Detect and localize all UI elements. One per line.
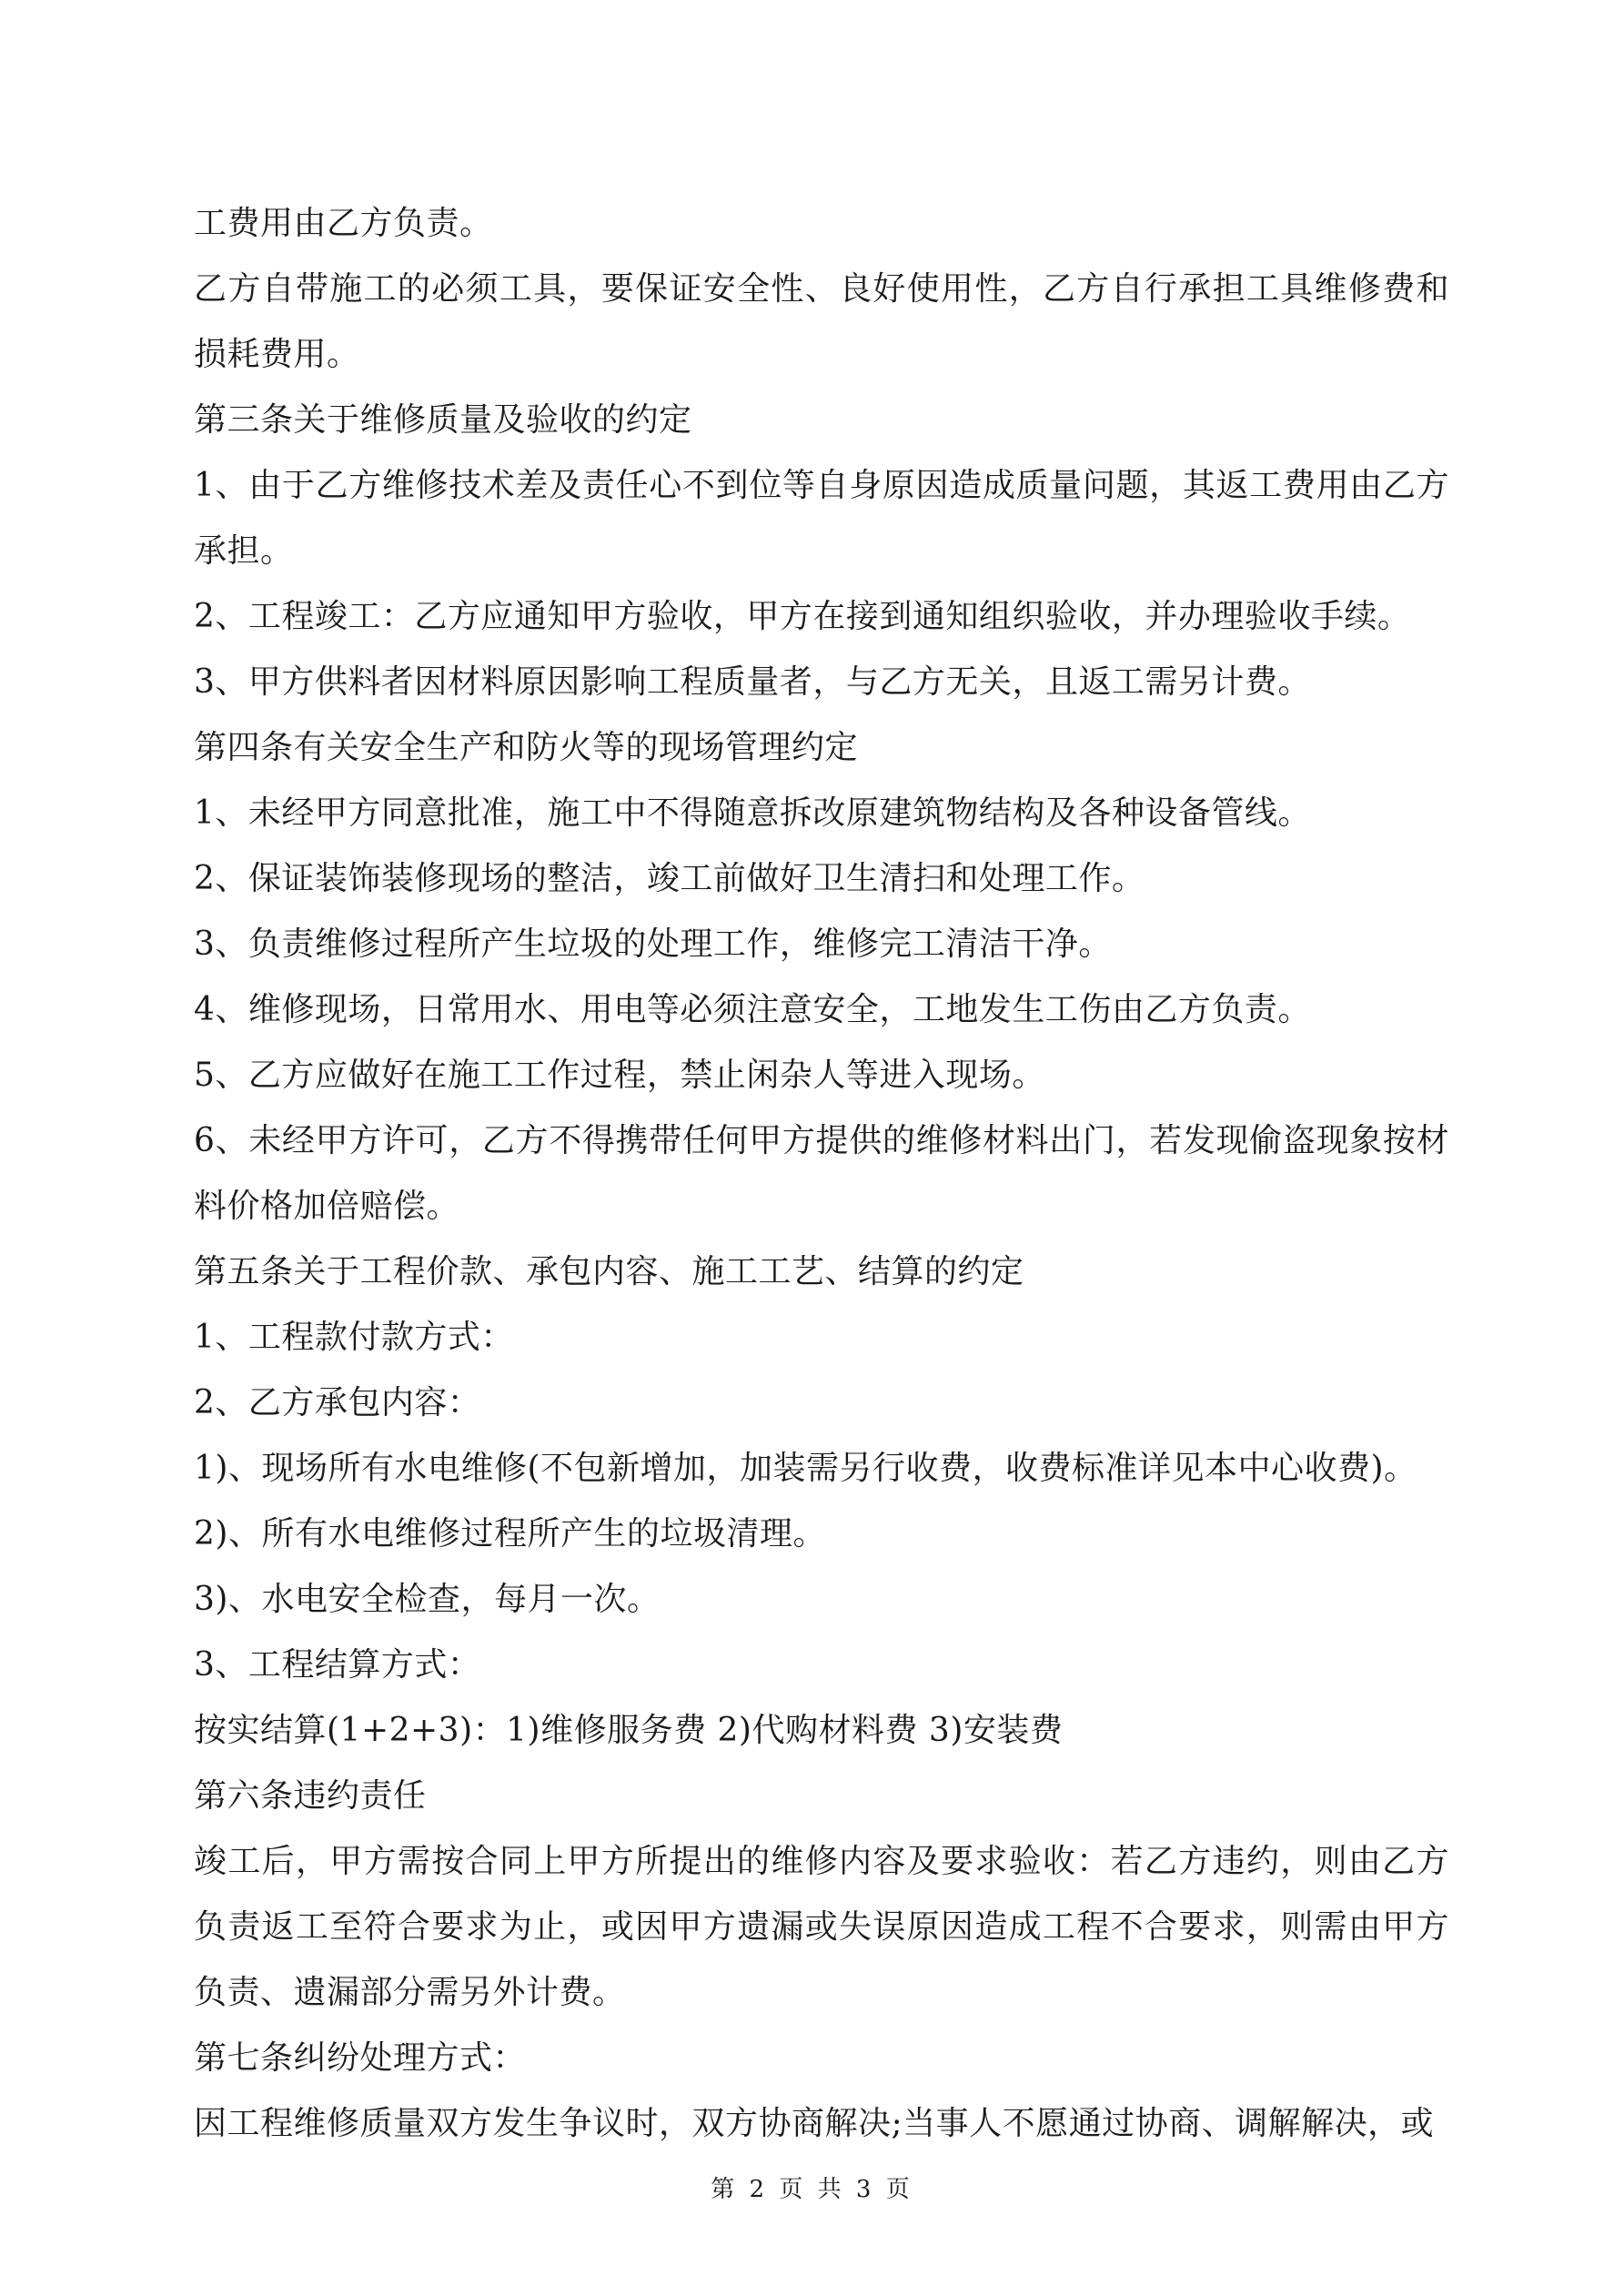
section-heading: 第七条纠纷处理方式： <box>194 2039 527 2077</box>
paragraph: 工费用由乙方负责。 <box>194 205 493 242</box>
paragraph: 按实结算(1+2+3)：1)维修服务费 2)代购材料费 3)安装费 <box>194 1712 1064 1749</box>
paragraph: 3、工程结算方式： <box>194 1646 481 1684</box>
paragraph: 1、由于乙方维修技术差及责任心不到位等自身原因造成质量问题，其返工费用由乙方承担。 <box>194 467 1449 570</box>
paragraph: 3、负责维修过程所产生垃圾的处理工作，维修完工清洁干净。 <box>194 925 1112 963</box>
section-heading: 第六条违约责任 <box>194 1777 427 1815</box>
section-heading: 第四条有关安全生产和防火等的现场管理约定 <box>194 729 859 766</box>
section-heading: 第三条关于维修质量及验收的约定 <box>194 401 692 439</box>
paragraph: 2、保证装饰装修现场的整洁，竣工前做好卫生清扫和处理工作。 <box>194 860 1145 897</box>
page-number-footer: 第 2 页 共 3 页 <box>711 2176 913 2203</box>
paragraph: 2、工程竣工：乙方应通知甲方验收，甲方在接到通知组织验收，并办理验收手续。 <box>194 598 1411 635</box>
paragraph: 2、乙方承包内容： <box>194 1384 481 1421</box>
paragraph: 6、未经甲方许可，乙方不得携带任何甲方提供的维修材料出门，若发现偷盗现象按材料价格加倍赔偿。 <box>194 1122 1449 1225</box>
paragraph: 乙方自带施工的必须工具，要保证安全性、良好使用性，乙方自行承担工具维修费和损耗费用。 <box>194 270 1449 373</box>
paragraph: 3)、水电安全检查，每月一次。 <box>194 1581 661 1618</box>
paragraph: 因工程维修质量双方发生争议时，双方协商解决;当事人不愿通过协商、调解解决，或 <box>194 2105 1435 2142</box>
paragraph: 1、未经甲方同意批准，施工中不得随意拆改原建筑物结构及各种设备管线。 <box>194 794 1311 832</box>
document-body <box>194 191 1449 2157</box>
paragraph: 1、工程款付款方式： <box>194 1319 514 1356</box>
paragraph: 5、乙方应做好在施工工作过程，禁止闲杂人等进入现场。 <box>194 1057 1045 1094</box>
paragraph: 1)、现场所有水电维修(不包新增加，加装需另行收费，收费标准详见本中心收费)。 <box>194 1450 1417 1487</box>
paragraph: 4、维修现场，日常用水、用电等必须注意安全，工地发生工伤由乙方负责。 <box>194 991 1311 1028</box>
paragraph: 2)、所有水电维修过程所产生的垃圾清理。 <box>194 1515 826 1553</box>
paragraph: 竣工后，甲方需按合同上甲方所提出的维修内容及要求验收：若乙方违约，则由乙方负责返工至符合要求为止，或因甲方遗漏或失误原因造成工程不合要求，则需由甲方负责、遗漏部分需另外计费。 <box>194 1843 1449 2011</box>
section-heading: 第五条关于工程价款、承包内容、施工工艺、结算的约定 <box>194 1253 1024 1290</box>
paragraph: 3、甲方供料者因材料原因影响工程质量者，与乙方无关，且返工需另计费。 <box>194 663 1311 701</box>
